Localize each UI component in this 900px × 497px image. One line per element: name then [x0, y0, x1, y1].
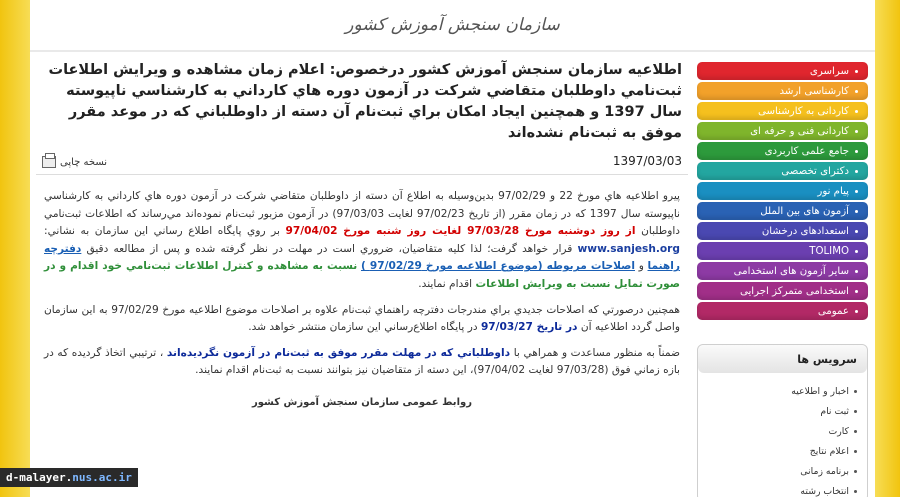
nav-item[interactable]: [697, 202, 868, 220]
services-item[interactable]: [698, 381, 857, 401]
guide-booklet-link[interactable]: دفترچه راهنما: [44, 242, 681, 273]
page-container: [30, 0, 875, 497]
bullet-icon: [855, 190, 858, 193]
nav-item-label: كاردانی فنی و حرفه ای: [750, 125, 849, 137]
nav-item-label: پیام نور: [817, 185, 849, 197]
watermark-prefix: d-malayer.: [6, 471, 73, 484]
bullet-icon: [854, 390, 857, 393]
watermark: [0, 468, 138, 487]
text: پيرو اطلاعيه هاي مورخ 22 و 97/02/29 بدين‌وسيله به اطلاع آن دسته از داوطلبان متقاضي شركت در آزمون دوره هاي كارداني به كارشناسي ناپيوسته سال 1397 كه در زمان مقرر (از تاريخ 97/02/23 لغايت 97/03/03) در آزمون مزبور ثبت‌نام نموده‌اند مي‌رساند كه اطلاعات ثبت‌نامي داوطلبان: [44, 190, 680, 238]
text: و: [638, 260, 644, 273]
text: بر روي پايگاه اطلاع رساني اين سازمان به نشاني:: [44, 225, 280, 238]
article-date: 1397/03/03: [612, 154, 682, 168]
services-item[interactable]: [698, 421, 857, 441]
nav-item-label: جامع علمی كاربردی: [764, 145, 849, 157]
article-meta: [36, 154, 688, 175]
nav-item-label: آزمون های بین الملل: [760, 205, 849, 217]
watermark-domain: nus.ac.ir: [72, 471, 132, 484]
nav-item[interactable]: [697, 242, 868, 260]
paragraph-1: [44, 188, 680, 294]
site-url[interactable]: www.sanjesh.org: [577, 242, 680, 255]
nav-item[interactable]: [697, 122, 868, 140]
bullet-icon: [855, 210, 858, 213]
nav-item[interactable]: [697, 262, 868, 280]
services-title: سرویس ها: [698, 345, 867, 373]
services-item[interactable]: [698, 461, 857, 481]
nav-item[interactable]: [697, 142, 868, 160]
services-item-label: اعلام نتایج: [809, 445, 849, 457]
bullet-icon: [855, 310, 858, 313]
nav-item-label: استخدامی متمرکز اجرایی: [739, 285, 849, 297]
article-signature: روابط عمومی سازمان سنجش آموزش کشور: [252, 396, 472, 408]
nav-item-label: استعدادهای درخشان: [761, 225, 849, 237]
nav-item-label: سایر آزمون های استخدامی: [733, 265, 849, 277]
services-item[interactable]: [698, 481, 857, 497]
services-item-label: برنامه زمانی: [800, 465, 849, 477]
bullet-icon: [855, 90, 858, 93]
paragraph-2: [44, 302, 680, 337]
nav-item[interactable]: [697, 102, 868, 120]
bullet-icon: [854, 410, 857, 413]
bullet-icon: [855, 270, 858, 273]
nav-item-label: دكترای تخصصی: [781, 165, 849, 177]
bullet-icon: [855, 150, 858, 153]
nav-item[interactable]: [697, 282, 868, 300]
corrections-link[interactable]: اصلاحات مربوطه (موضوع اطلاعيه مورخ 97/02/29 ): [360, 260, 635, 273]
services-item-label: كارت: [828, 425, 849, 437]
highlight-instruction: نسبت به مشاهده و كنترل اطلاعات ثبت‌نامي خود اقدام و در صورت تمايل نسبت به ويرايش اطلاعات: [44, 260, 680, 290]
nav-item-label: TOLIMO: [809, 245, 849, 257]
text: ، ترتيبي اتخاذ گرديده كه در بازه زماني فوق (97/03/28 لغايت 97/04/02)، اين دسته از متقاضيان نيز بتوانند نسبت به ثبت‌نام اقدام نمايند.: [44, 346, 680, 377]
page-background-right: [875, 0, 900, 497]
nav-item[interactable]: [697, 82, 868, 100]
bullet-icon: [855, 110, 858, 113]
print-label: نسخه چاپی: [60, 156, 108, 168]
article-title: اطلاعيه سازمان سنجش آموزش كشور درخصوص: اعلام زمان مشاهده و ويرايش اطلاعات ثبت‌نامي داوطلبان متقاضي شركت در آزمون دوره هاي كارداني به كارشناسي ناپيوسته سال 1397 و همچنين ايجاد امكان براي ثبت‌نام آن دسته از داوطلباني كه در موعد مقرر موفق به ثبت‌نام نشده‌اند: [48, 62, 682, 141]
site-logo[interactable]: سازمان سنجش آموزش کشور: [345, 15, 560, 35]
nav-item-label: كاردانی به كارشناسی: [758, 105, 849, 117]
site-header: [30, 0, 875, 52]
printer-icon[interactable]: [42, 156, 56, 168]
highlight-applicants: داوطلباني كه در مهلت مقرر موفق به ثبت‌نام در آزمون نگرديده‌اند: [166, 346, 511, 359]
nav-item[interactable]: [697, 302, 868, 320]
highlight-date: در تاريخ 97/03/27: [480, 321, 578, 334]
main-nav: [697, 62, 868, 320]
article-content: [36, 60, 688, 497]
nav-item-label: عمومی: [817, 305, 849, 317]
nav-item[interactable]: [697, 62, 868, 80]
nav-item-label: كارشناسی ارشد: [779, 85, 849, 97]
paragraph-3: [44, 345, 680, 380]
bullet-icon: [855, 250, 858, 253]
services-item[interactable]: [698, 401, 857, 421]
nav-item-label: سراسری: [809, 65, 849, 77]
text: قرار خواهد گرفت؛ لذا كليه متقاضيان، ضروري است در مهلت در نظر گرفته شده و پس از مطالعه دقيق: [86, 242, 573, 255]
bullet-icon: [855, 70, 858, 73]
bullet-icon: [854, 430, 857, 433]
bullet-icon: [854, 490, 857, 493]
article-body: [36, 175, 688, 412]
print-button[interactable]: [42, 156, 107, 168]
highlight-date-range: از روز دوشنبه مورخ 97/03/28 لغايت روز شنبه مورخ 97/04/02: [285, 225, 636, 238]
nav-item[interactable]: [697, 162, 868, 180]
bullet-icon: [854, 450, 857, 453]
services-box: [697, 344, 868, 497]
bullet-icon: [854, 470, 857, 473]
text: همچنين درصورتي كه اصلاحات جديدي براي مندرجات دفترچه راهنماي ثبت‌نام علاوه بر اصلاحات موضوع اطلاعيه مورخ 97/02/29 به اين سازمان واصل گردد اطلاعيه آن: [44, 303, 680, 334]
page-background-left: [0, 0, 30, 497]
bullet-icon: [855, 290, 858, 293]
services-item[interactable]: [698, 441, 857, 461]
sidebar: [697, 62, 868, 497]
nav-item[interactable]: [697, 182, 868, 200]
nav-item[interactable]: [697, 222, 868, 240]
bullet-icon: [855, 130, 858, 133]
bullet-icon: [855, 170, 858, 173]
services-item-label: اخبار و اطلاعیه: [791, 385, 849, 397]
services-list: [698, 373, 867, 497]
text: اقدام نمايند.: [418, 277, 473, 290]
text: ضمناً به منظور مساعدت و همراهي با: [513, 346, 680, 359]
text: در پايگاه اطلاع‌رساني اين سازمان منتشر خواهد شد.: [248, 321, 478, 334]
services-item-label: ثبت نام: [820, 405, 849, 417]
bullet-icon: [855, 230, 858, 233]
services-item-label: انتخاب رشته: [800, 485, 849, 497]
